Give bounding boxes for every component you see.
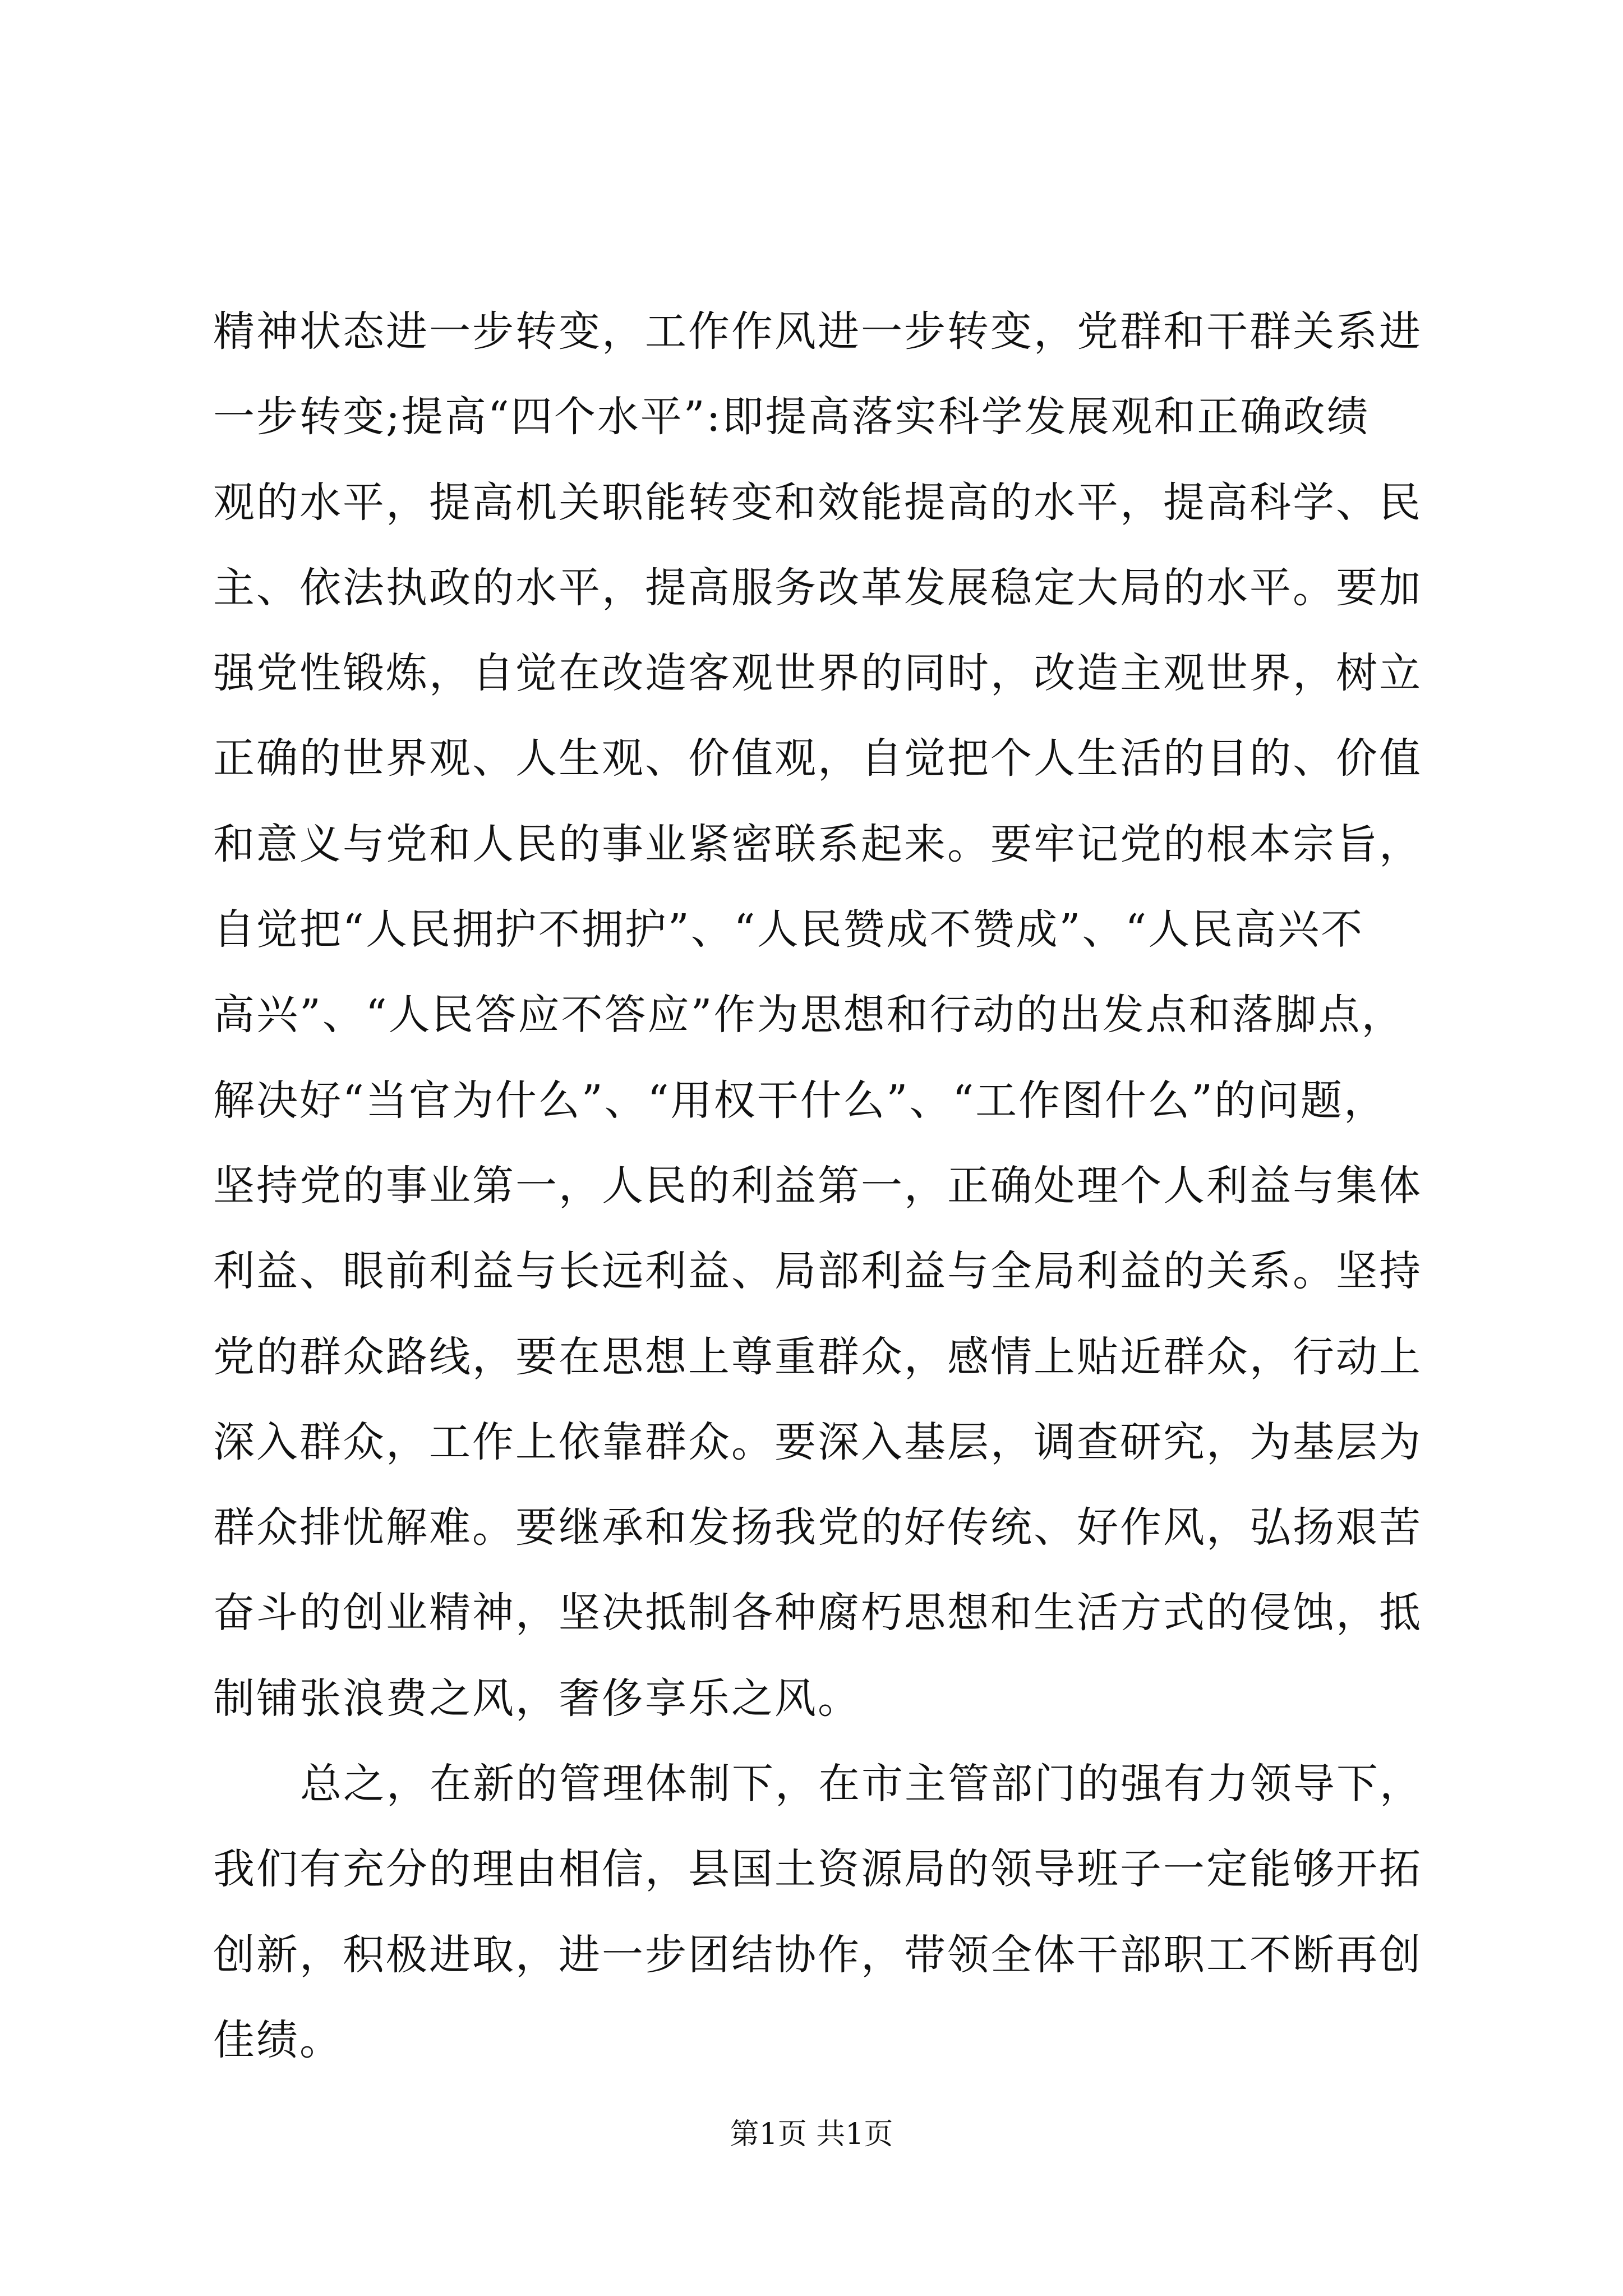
text-line: 深入群众，工作上依靠群众。要深入基层，调查研究，为基层为 bbox=[213, 1418, 1422, 1466]
text-line: 观的水平，提高机关职能转变和效能提高的水平，提高科学、民 bbox=[213, 478, 1422, 527]
text-line: 正确的世界观、人生观、价值观，自觉把个人生活的目的、价值 bbox=[213, 734, 1422, 783]
text-line: 奋斗的创业精神，坚决抵制各种腐朽思想和生活方式的侵蚀，抵 bbox=[213, 1589, 1422, 1637]
text-line: 强党性锻炼，自觉在改造客观世界的同时，改造主观世界，树立 bbox=[213, 649, 1422, 698]
text-line: 党的群众路线，要在思想上尊重群众，感情上贴近群众，行动上 bbox=[213, 1332, 1422, 1381]
document-body bbox=[213, 289, 1423, 2083]
text-line: 利益、眼前利益与长远利益、局部利益与全局利益的关系。坚持 bbox=[213, 1247, 1422, 1296]
paragraph-start-line: 总之，在新的管理体制下，在市主管部门的强有力领导下， bbox=[300, 1760, 1423, 1809]
text-line: 一步转变;提高“四个水平”:即提高落实科学发展观和正确政绩 bbox=[213, 393, 1370, 441]
text-line: 创新，积极进取，进一步团结协作，带领全体干部职工不断再创 bbox=[213, 1930, 1422, 1979]
page-number-footer: 第1页 共1页 bbox=[730, 2118, 893, 2151]
text-line: 主、依法执政的水平，提高服务改革发展稳定大局的水平。要加 bbox=[213, 563, 1422, 612]
text-line: 我们有充分的理由相信，县国土资源局的领导班子一定能够开拓 bbox=[213, 1845, 1422, 1894]
text-line: 坚持党的事业第一，人民的利益第一，正确处理个人利益与集体 bbox=[213, 1161, 1422, 1210]
text-line: 自觉把“人民拥护不拥护”、“人民赞成不赞成”、“人民高兴不 bbox=[213, 905, 1364, 954]
text-line: 群众排忧解难。要继承和发扬我党的好传统、好作风，弘扬艰苦 bbox=[213, 1503, 1422, 1552]
text-line: 解决好“当官为什么”、“用权干什么”、“工作图什么”的问题， bbox=[213, 1076, 1387, 1125]
text-line: 精神状态进一步转变，工作作风进一步转变，党群和干群关系进 bbox=[213, 307, 1422, 356]
text-line: 佳绩。 bbox=[213, 2016, 343, 2064]
text-line: 高兴”、“人民答应不答应”作为思想和行动的出发点和落脚点， bbox=[213, 991, 1405, 1039]
text-line: 和意义与党和人民的事业紧密联系起来。要牢记党的根本宗旨， bbox=[213, 820, 1422, 868]
text-line: 制铺张浪费之风，奢侈享乐之风。 bbox=[213, 1674, 861, 1723]
